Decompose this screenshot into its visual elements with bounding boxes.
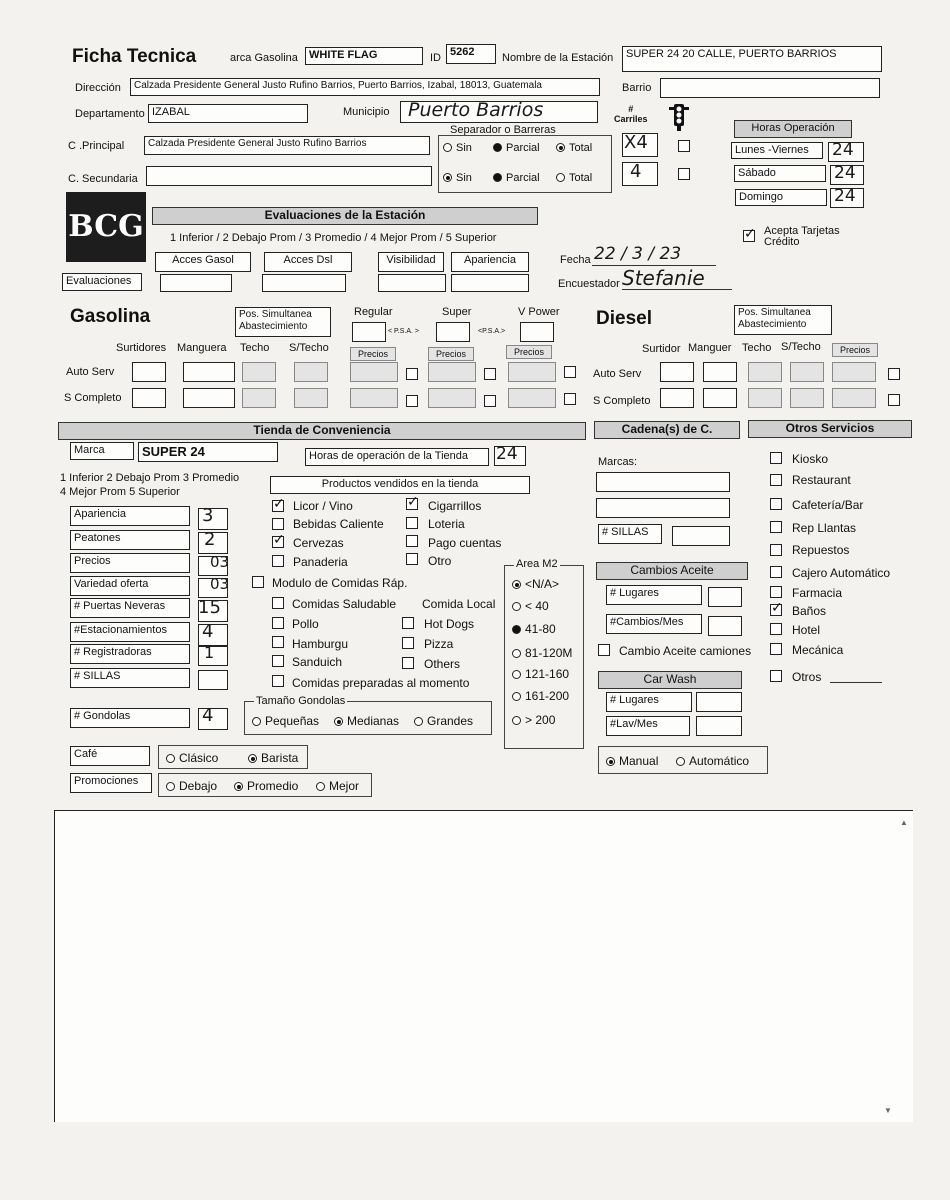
gondolas-value: 4: [202, 705, 214, 726]
gasolina-pos-label: Pos. Simultanea Abastecimiento: [235, 307, 331, 337]
gas-row-autoserv: Auto Serv: [66, 366, 115, 378]
rating-label-peatones: Peatones: [70, 530, 190, 550]
prod-otro-checkbox[interactable]: [406, 553, 418, 565]
horas-sabado-label: Sábado: [734, 165, 826, 182]
rating-value-registradoras: 1: [204, 643, 215, 662]
evaluaciones-scale: 1 Inferior / 2 Debajo Prom / 3 Promedio / 4 Mejor Prom / 5 Superior: [170, 232, 497, 244]
otros-farmacia-label: Farmacia: [792, 586, 843, 600]
area-gt200-radio[interactable]: > 200: [512, 713, 555, 727]
gas-sc-check-1[interactable]: [406, 395, 418, 407]
carriles-principal-value: X4: [624, 132, 648, 153]
carwash-automatico-radio[interactable]: Automático: [676, 754, 749, 768]
tamano-grandes-radio[interactable]: Grandes: [414, 714, 473, 728]
horas-title: Horas Operación: [734, 120, 852, 138]
otros-cajero-label: Cajero Automático: [792, 566, 891, 580]
otros-mecanica-checkbox[interactable]: [770, 643, 782, 655]
rating-label-variedad: Variedad oferta: [70, 576, 190, 596]
departamento-field[interactable]: IZABAL: [148, 104, 308, 123]
marca-gasolina-label: arca Gasolina: [230, 52, 298, 64]
encuestador-label: Encuestador: [558, 278, 620, 290]
area-lt40-radio[interactable]: < 40: [512, 599, 549, 613]
super-label: Super: [442, 306, 472, 318]
dsl-row-scompleto: S Completo: [593, 395, 651, 407]
tienda-scale-1: 1 Inferior 2 Debajo Prom 3 Promedio: [60, 472, 240, 484]
gas-as-surtidores[interactable]: [132, 362, 166, 382]
rating-value-estacionamientos: 4: [202, 621, 214, 642]
rating-label-apariencia: Apariencia: [70, 506, 190, 526]
otros-repuestos-checkbox[interactable]: [770, 544, 782, 556]
regular-label: Regular: [354, 306, 393, 318]
dsl-as-techo[interactable]: [748, 362, 782, 382]
vpower-label: V Power: [518, 306, 560, 318]
gas-sc-check-2[interactable]: [484, 395, 496, 407]
dsl-sc-techo[interactable]: [748, 388, 782, 408]
horas-lunes-value: 24: [832, 140, 854, 160]
prod-pago-checkbox[interactable]: [406, 535, 418, 547]
eval-col-acces-gasol: Acces Gasol: [155, 252, 251, 272]
cafe-label: Café: [70, 746, 150, 766]
cp-total-radio[interactable]: Total: [556, 142, 592, 154]
tienda-title: Tienda de Conveniencia: [58, 422, 586, 440]
dsl-sc-check[interactable]: [888, 394, 900, 406]
dsl-sc-surtidor[interactable]: [660, 388, 694, 408]
gas-sc-precio-1[interactable]: [350, 388, 398, 408]
otros-hotel-checkbox[interactable]: [770, 623, 782, 635]
separador-label: Separador o Barreras: [450, 124, 556, 136]
otros-otros-label: Otros: [792, 670, 822, 684]
prod-cervezas-label: Cervezas: [293, 536, 344, 550]
vpower-psa-field[interactable]: [520, 322, 554, 342]
otros-cajero-checkbox[interactable]: [770, 566, 782, 578]
prod-panaderia-label: Panaderia: [293, 555, 348, 569]
comida-hamburgu-checkbox[interactable]: [272, 636, 284, 648]
prod-cigarrillos-checkbox[interactable]: [406, 498, 418, 510]
gas-row-scompleto: S Completo: [64, 392, 122, 404]
dsl-precios-label: Precios: [832, 343, 878, 357]
lav-mes-label: #Lav/Mes: [606, 716, 690, 736]
gas-as-check-2[interactable]: [484, 368, 496, 380]
fecha-value[interactable]: 22 / 3 / 23: [594, 244, 682, 264]
barrio-field[interactable]: [660, 78, 880, 98]
comida-sanduich-label: Sanduich: [292, 655, 343, 669]
eval-visibilidad-field[interactable]: [378, 274, 446, 292]
area-161-200-radio[interactable]: 161-200: [512, 689, 569, 703]
gas-as-precio-1[interactable]: [350, 362, 398, 382]
psa-label-2: <P.S.A.>: [478, 328, 506, 335]
prod-bebidas-label: Bebidas Caliente: [293, 517, 384, 531]
comida-hotdogs-checkbox[interactable]: [402, 617, 414, 629]
horas-lunes-label: Lunes -Viernes: [731, 142, 823, 159]
gondolas-label: # Gondolas: [70, 708, 190, 728]
modulo-label: Modulo de Comidas Ráp.: [272, 576, 408, 590]
rating-label-estacionamientos: #Estacionamientos: [70, 622, 190, 642]
rating-value-variedad: 03: [210, 575, 230, 593]
prod-cigarrillos-label: Cigarrillos: [428, 499, 482, 513]
municipio-handwritten: Puerto Barrios: [408, 99, 544, 121]
carriles-label: # Carriles: [614, 104, 648, 124]
tienda-scale-2: 4 Mejor Prom 5 Superior: [60, 486, 180, 498]
promo-debajo-radio[interactable]: Debajo: [166, 779, 217, 793]
rating-label-precios: Precios: [70, 553, 190, 573]
marca-gasolina-field[interactable]: WHITE FLAG: [305, 47, 423, 65]
dsl-col-surtidor: Surtidor: [642, 343, 681, 355]
comida-hotdogs-label: Hot Dogs: [424, 617, 475, 631]
cambios-lugares-label: # Lugares: [606, 585, 702, 605]
otros-farmacia-checkbox[interactable]: [770, 586, 782, 598]
comida-local-label: Comida Local: [422, 597, 496, 611]
horas-domingo-label: Domingo: [735, 189, 827, 206]
carwash-title: Car Wash: [598, 671, 742, 689]
dsl-row-autoserv: Auto Serv: [593, 368, 642, 380]
form-title: Ficha Tecnica: [72, 46, 197, 67]
cadena-marcas-label: Marcas:: [598, 456, 638, 468]
estacion-field[interactable]: SUPER 24 20 CALLE, PUERTO BARRIOS: [622, 46, 882, 72]
evaluaciones-title: Evaluaciones de la Estación: [152, 207, 538, 225]
rating-label-sillas: # SILLAS: [70, 668, 190, 688]
comida-hamburgu-label: Hamburgu: [292, 637, 349, 651]
gas-sc-check-3[interactable]: [564, 393, 576, 405]
comida-pizza-checkbox[interactable]: [402, 637, 414, 649]
super-psa-field[interactable]: [436, 322, 470, 342]
otros-kiosko-label: Kiosko: [792, 452, 829, 466]
gas-sc-precio-3[interactable]: [508, 388, 556, 408]
rating-label-registradoras: # Registradoras: [70, 644, 190, 664]
cadena-title: Cadena(s) de C.: [594, 421, 740, 439]
rating-value-peatones: 2: [204, 529, 216, 550]
gas-as-precio-2[interactable]: [428, 362, 476, 382]
tienda-horas-label: Horas de operación de la Tienda: [305, 448, 489, 466]
eval-apariencia-field[interactable]: [451, 274, 529, 292]
dsl-sc-manguer[interactable]: [703, 388, 737, 408]
area-title: Area M2: [516, 558, 558, 570]
id-field[interactable]: 5262: [446, 44, 496, 64]
gas-as-check-3[interactable]: [564, 366, 576, 378]
bcg-logo: BCG: [66, 192, 146, 262]
promociones-label: Promociones: [70, 773, 152, 793]
area-41-80-radio[interactable]: 41-80: [512, 622, 556, 636]
rating-field-sillas[interactable]: [198, 670, 228, 690]
cambios-aceite-title: Cambios Aceite: [596, 562, 748, 580]
dsl-col-manguer: Manguer: [688, 342, 732, 354]
carwash-lugares-field[interactable]: [696, 692, 742, 712]
dsl-sc-stecho[interactable]: [790, 388, 824, 408]
rating-label-puertas: # Puertas Neveras: [70, 598, 190, 618]
cp-sin-radio[interactable]: Sin: [443, 142, 472, 154]
gas-col-surtidores: Surtidores: [116, 342, 167, 354]
carriles-secundaria-value: 4: [630, 161, 642, 182]
dsl-as-stecho[interactable]: [790, 362, 824, 382]
productos-title: Productos vendidos en la tienda: [270, 476, 530, 494]
tamano-medianas-radio[interactable]: Medianas: [334, 714, 399, 728]
dsl-col-techo: Techo: [742, 342, 772, 354]
diesel-title: Diesel: [596, 308, 652, 329]
eval-acces-gasol-field[interactable]: [160, 274, 232, 292]
gas-as-check-1[interactable]: [406, 368, 418, 380]
gas-as-precio-3[interactable]: [508, 362, 556, 382]
departamento-label: Departamento: [75, 108, 145, 120]
gasolina-title: Gasolina: [70, 306, 151, 327]
gas-sc-manguera[interactable]: [183, 388, 235, 408]
dsl-as-precio[interactable]: [832, 362, 876, 382]
otros-mecanica-label: Mecánica: [792, 643, 844, 657]
encuestador-value[interactable]: Stefanie: [622, 266, 705, 290]
lav-mes-field[interactable]: [696, 716, 742, 736]
cafe-clasico-radio[interactable]: Clásico: [166, 751, 218, 765]
acepta-tarjetas-label: Acepta Tarjetas Crédito: [764, 225, 840, 248]
cs-parcial-radio[interactable]: Parcial: [493, 172, 540, 184]
csecundaria-label: C. Secundaria: [68, 173, 138, 185]
prod-otro-label: Otro: [428, 554, 452, 568]
prod-licor-checkbox[interactable]: [272, 500, 284, 512]
carwash-lugares-label: # Lugares: [606, 692, 692, 712]
scroll-down-icon[interactable]: ▼: [884, 1106, 892, 1115]
comida-pizza-label: Pizza: [424, 637, 454, 651]
cadena-marca-2[interactable]: [596, 498, 730, 518]
camiones-label: Cambio Aceite camiones: [619, 644, 752, 658]
prod-bebidas-checkbox[interactable]: [272, 518, 284, 530]
cambios-mes-label: #Cambios/Mes: [606, 614, 702, 634]
acepta-tarjetas-checkbox[interactable]: [743, 230, 755, 242]
otros-restaurant-checkbox[interactable]: [770, 474, 782, 486]
rating-value-precios: 03: [210, 553, 230, 571]
horas-domingo-value: 24: [834, 186, 856, 206]
area-121-160-radio[interactable]: 121-160: [512, 667, 569, 681]
comida-saludable-label: Comidas Saludable: [292, 597, 397, 611]
dsl-as-manguer[interactable]: [703, 362, 737, 382]
tienda-horas-value: 24: [496, 444, 518, 464]
carwash-manual-radio[interactable]: Manual: [606, 754, 658, 768]
cp-extra-checkbox[interactable]: [678, 140, 690, 152]
tamano-title: Tamaño Gondolas: [256, 695, 346, 707]
cs-sin-radio[interactable]: Sin: [443, 172, 472, 184]
comida-others-label: Others: [424, 657, 461, 671]
cadena-marca-1[interactable]: [596, 472, 730, 492]
gas-col-manguera: Manguera: [177, 342, 227, 354]
comida-preparadas-checkbox[interactable]: [272, 675, 284, 687]
gas-sc-stecho[interactable]: [294, 388, 328, 408]
dsl-as-surtidor[interactable]: [660, 362, 694, 382]
otros-cafeteria-label: Cafetería/Bar: [792, 498, 864, 512]
otros-llantas-label: Rep Llantas: [792, 521, 857, 535]
modulo-checkbox[interactable]: [252, 576, 264, 588]
area-81-120-radio[interactable]: 81-120M: [512, 646, 572, 660]
otros-hotel-label: Hotel: [792, 623, 821, 637]
direccion-label: Dirección: [75, 82, 121, 94]
promo-mejor-radio[interactable]: Mejor: [316, 779, 359, 793]
gas-sc-precio-2[interactable]: [428, 388, 476, 408]
tamano-pequenas-radio[interactable]: Pequeñas: [252, 714, 319, 728]
cambios-mes-field[interactable]: [708, 616, 742, 636]
notes-textarea[interactable]: [54, 810, 913, 1122]
prod-loteria-checkbox[interactable]: [406, 517, 418, 529]
encuestador-underline: [622, 289, 732, 290]
cafe-barista-radio[interactable]: Barista: [248, 751, 298, 765]
otros-llantas-checkbox[interactable]: [770, 521, 782, 533]
gas-precios-2: Precios: [428, 347, 474, 361]
otros-otros-line: [830, 682, 882, 683]
gas-sc-surtidores[interactable]: [132, 388, 166, 408]
prod-licor-label: Licor / Vino: [293, 499, 353, 513]
horas-sabado-value: 24: [834, 163, 856, 183]
traffic-light-icon: [666, 102, 692, 132]
eval-row-label: Evaluaciones: [62, 273, 142, 291]
cprincipal-label: C .Principal: [68, 140, 125, 152]
dsl-as-check[interactable]: [888, 368, 900, 380]
cs-extra-checkbox[interactable]: [678, 168, 690, 180]
cs-total-radio[interactable]: Total: [556, 172, 592, 184]
gas-as-stecho[interactable]: [294, 362, 328, 382]
scroll-up-icon[interactable]: ▲: [900, 818, 908, 827]
area-na-radio[interactable]: <N/A>: [512, 577, 559, 591]
gas-col-techo: Techo: [240, 342, 270, 354]
eval-col-acces-dsl: Acces Dsl: [264, 252, 352, 272]
dsl-col-stecho: S/Techo: [781, 341, 821, 353]
otros-repuestos-label: Repuestos: [792, 543, 850, 557]
psa-label-1: < P.S.A. >: [388, 328, 420, 335]
rating-value-puertas: 15: [198, 597, 221, 618]
gas-sc-techo[interactable]: [242, 388, 276, 408]
otros-otros-checkbox[interactable]: [770, 670, 782, 682]
prod-cervezas-checkbox[interactable]: [272, 536, 284, 548]
otros-title: Otros Servicios: [748, 420, 912, 438]
otros-cafeteria-checkbox[interactable]: [770, 498, 782, 510]
otros-restaurant-label: Restaurant: [792, 473, 851, 487]
comida-preparadas-label: Comidas preparadas al momento: [292, 676, 470, 690]
prod-pago-label: Pago cuentas: [428, 536, 502, 550]
gas-precios-1: Precios: [350, 347, 396, 361]
camiones-checkbox[interactable]: [598, 644, 610, 656]
cadena-sillas-field[interactable]: [672, 526, 730, 546]
id-label: ID: [430, 52, 441, 64]
cp-parcial-radio[interactable]: Parcial: [493, 142, 540, 154]
comida-pollo-checkbox[interactable]: [272, 617, 284, 629]
fecha-label: Fecha: [560, 254, 591, 266]
csecundaria-field[interactable]: [146, 166, 432, 186]
cambios-lugares-field[interactable]: [708, 587, 742, 607]
gas-col-stecho: S/Techo: [289, 342, 329, 354]
gas-precios-3: Precios: [506, 345, 552, 359]
comida-pollo-label: Pollo: [292, 617, 319, 631]
regular-psa-field[interactable]: [352, 322, 386, 342]
tienda-marca-label: Marca: [70, 442, 134, 460]
comida-sanduich-checkbox[interactable]: [272, 655, 284, 667]
dsl-sc-precio[interactable]: [832, 388, 876, 408]
eval-col-visibilidad: Visibilidad: [378, 252, 444, 272]
comida-saludable-checkbox[interactable]: [272, 597, 284, 609]
prod-loteria-label: Loteria: [428, 517, 465, 531]
barrio-label: Barrio: [622, 82, 652, 94]
otros-kiosko-checkbox[interactable]: [770, 452, 782, 464]
rating-value-apariencia: 3: [202, 505, 214, 526]
otros-banos-checkbox[interactable]: [770, 604, 782, 616]
estacion-label: Nombre de la Estación: [502, 52, 614, 64]
otros-banos-label: Baños: [792, 604, 827, 618]
direccion-field[interactable]: Calzada Presidente General Justo Rufino Barrios, Puerto Barrios, Izabal, 18013, Guatemala: [130, 78, 600, 96]
comida-others-checkbox[interactable]: [402, 657, 414, 669]
gas-as-manguera[interactable]: [183, 362, 235, 382]
municipio-label: Municipio: [343, 106, 390, 118]
diesel-pos-label: Pos. Simultanea Abastecimiento: [734, 305, 832, 335]
eval-col-apariencia: Apariencia: [451, 252, 529, 272]
promo-promedio-radio[interactable]: Promedio: [234, 779, 298, 793]
cadena-sillas-label: # SILLAS: [598, 524, 662, 544]
prod-panaderia-checkbox[interactable]: [272, 555, 284, 567]
tienda-marca-field[interactable]: SUPER 24: [138, 442, 278, 462]
eval-acces-dsl-field[interactable]: [262, 274, 346, 292]
cprincipal-field[interactable]: Calzada Presidente General Justo Rufino Barrios: [144, 136, 430, 155]
gas-as-techo[interactable]: [242, 362, 276, 382]
